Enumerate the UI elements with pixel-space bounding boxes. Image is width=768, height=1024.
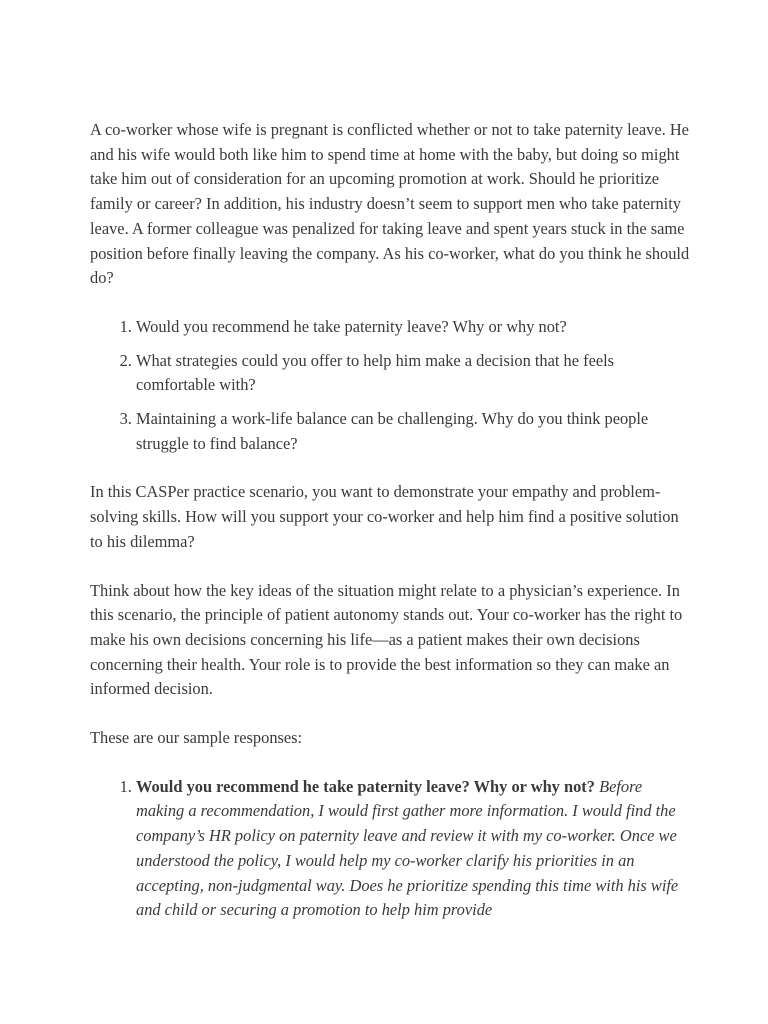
response-item bbox=[136, 775, 690, 923]
question-item: 1. Would you recommend he take paternity leave? Why or why not? bbox=[136, 315, 690, 340]
questions-list bbox=[90, 315, 690, 457]
think-paragraph: Think about how the key ideas of the situation might relate to a physician’s experience. In this scenario, the principle of patient autonomy stands out. Your co-worker has the right to make his own decisions concerning his life—as a patient makes their own decisions concerning their health. Your role is to provide the best information so they can make an informed decision. bbox=[90, 580, 683, 699]
responses-heading: These are our sample responses: bbox=[90, 728, 303, 748]
response-answer: Before making a recommendation, I would first gather more information. I would find the company’s HR policy on paternity leave and review it with my co-worker. Once we understood the policy, I would help my co-worker clarify his priorities in an accepting, non-judgmental way. Does he prioritize spending this time with his wife and child or securing a promotion to help him provide bbox=[136, 776, 679, 920]
casper-paragraph: In this CASPer practice scenario, you want to demonstrate your empathy and problem-solving skills. How will you support your co-worker and help him find a positive solution to his dilemma? bbox=[90, 482, 679, 551]
intro-paragraph: A co-worker whose wife is pregnant is conflicted whether or not to take paternity leave. He and his wife would both like him to spend time at home with the baby, but doing so might take him out of consideration for an upcoming promotion at work. Should he prioritize family or career? In addition, his industry doesn’t seem to support men who take paternity leave. A former colleague was penalized for taking leave and spent years stuck in the same position before finally leaving the company. As his co-worker, what do you think he should do? bbox=[90, 120, 690, 288]
question-item: 2. What strategies could you offer to help him make a decision that he feels comfortable with? bbox=[136, 349, 690, 398]
question-item: 3. Maintaining a work-life balance can be challenging. Why do you think people struggle to find balance? bbox=[136, 407, 690, 456]
responses-list bbox=[90, 775, 690, 923]
document-page bbox=[90, 118, 690, 947]
response-question: Would you recommend he take paternity leave? Why or why not? bbox=[136, 776, 595, 796]
